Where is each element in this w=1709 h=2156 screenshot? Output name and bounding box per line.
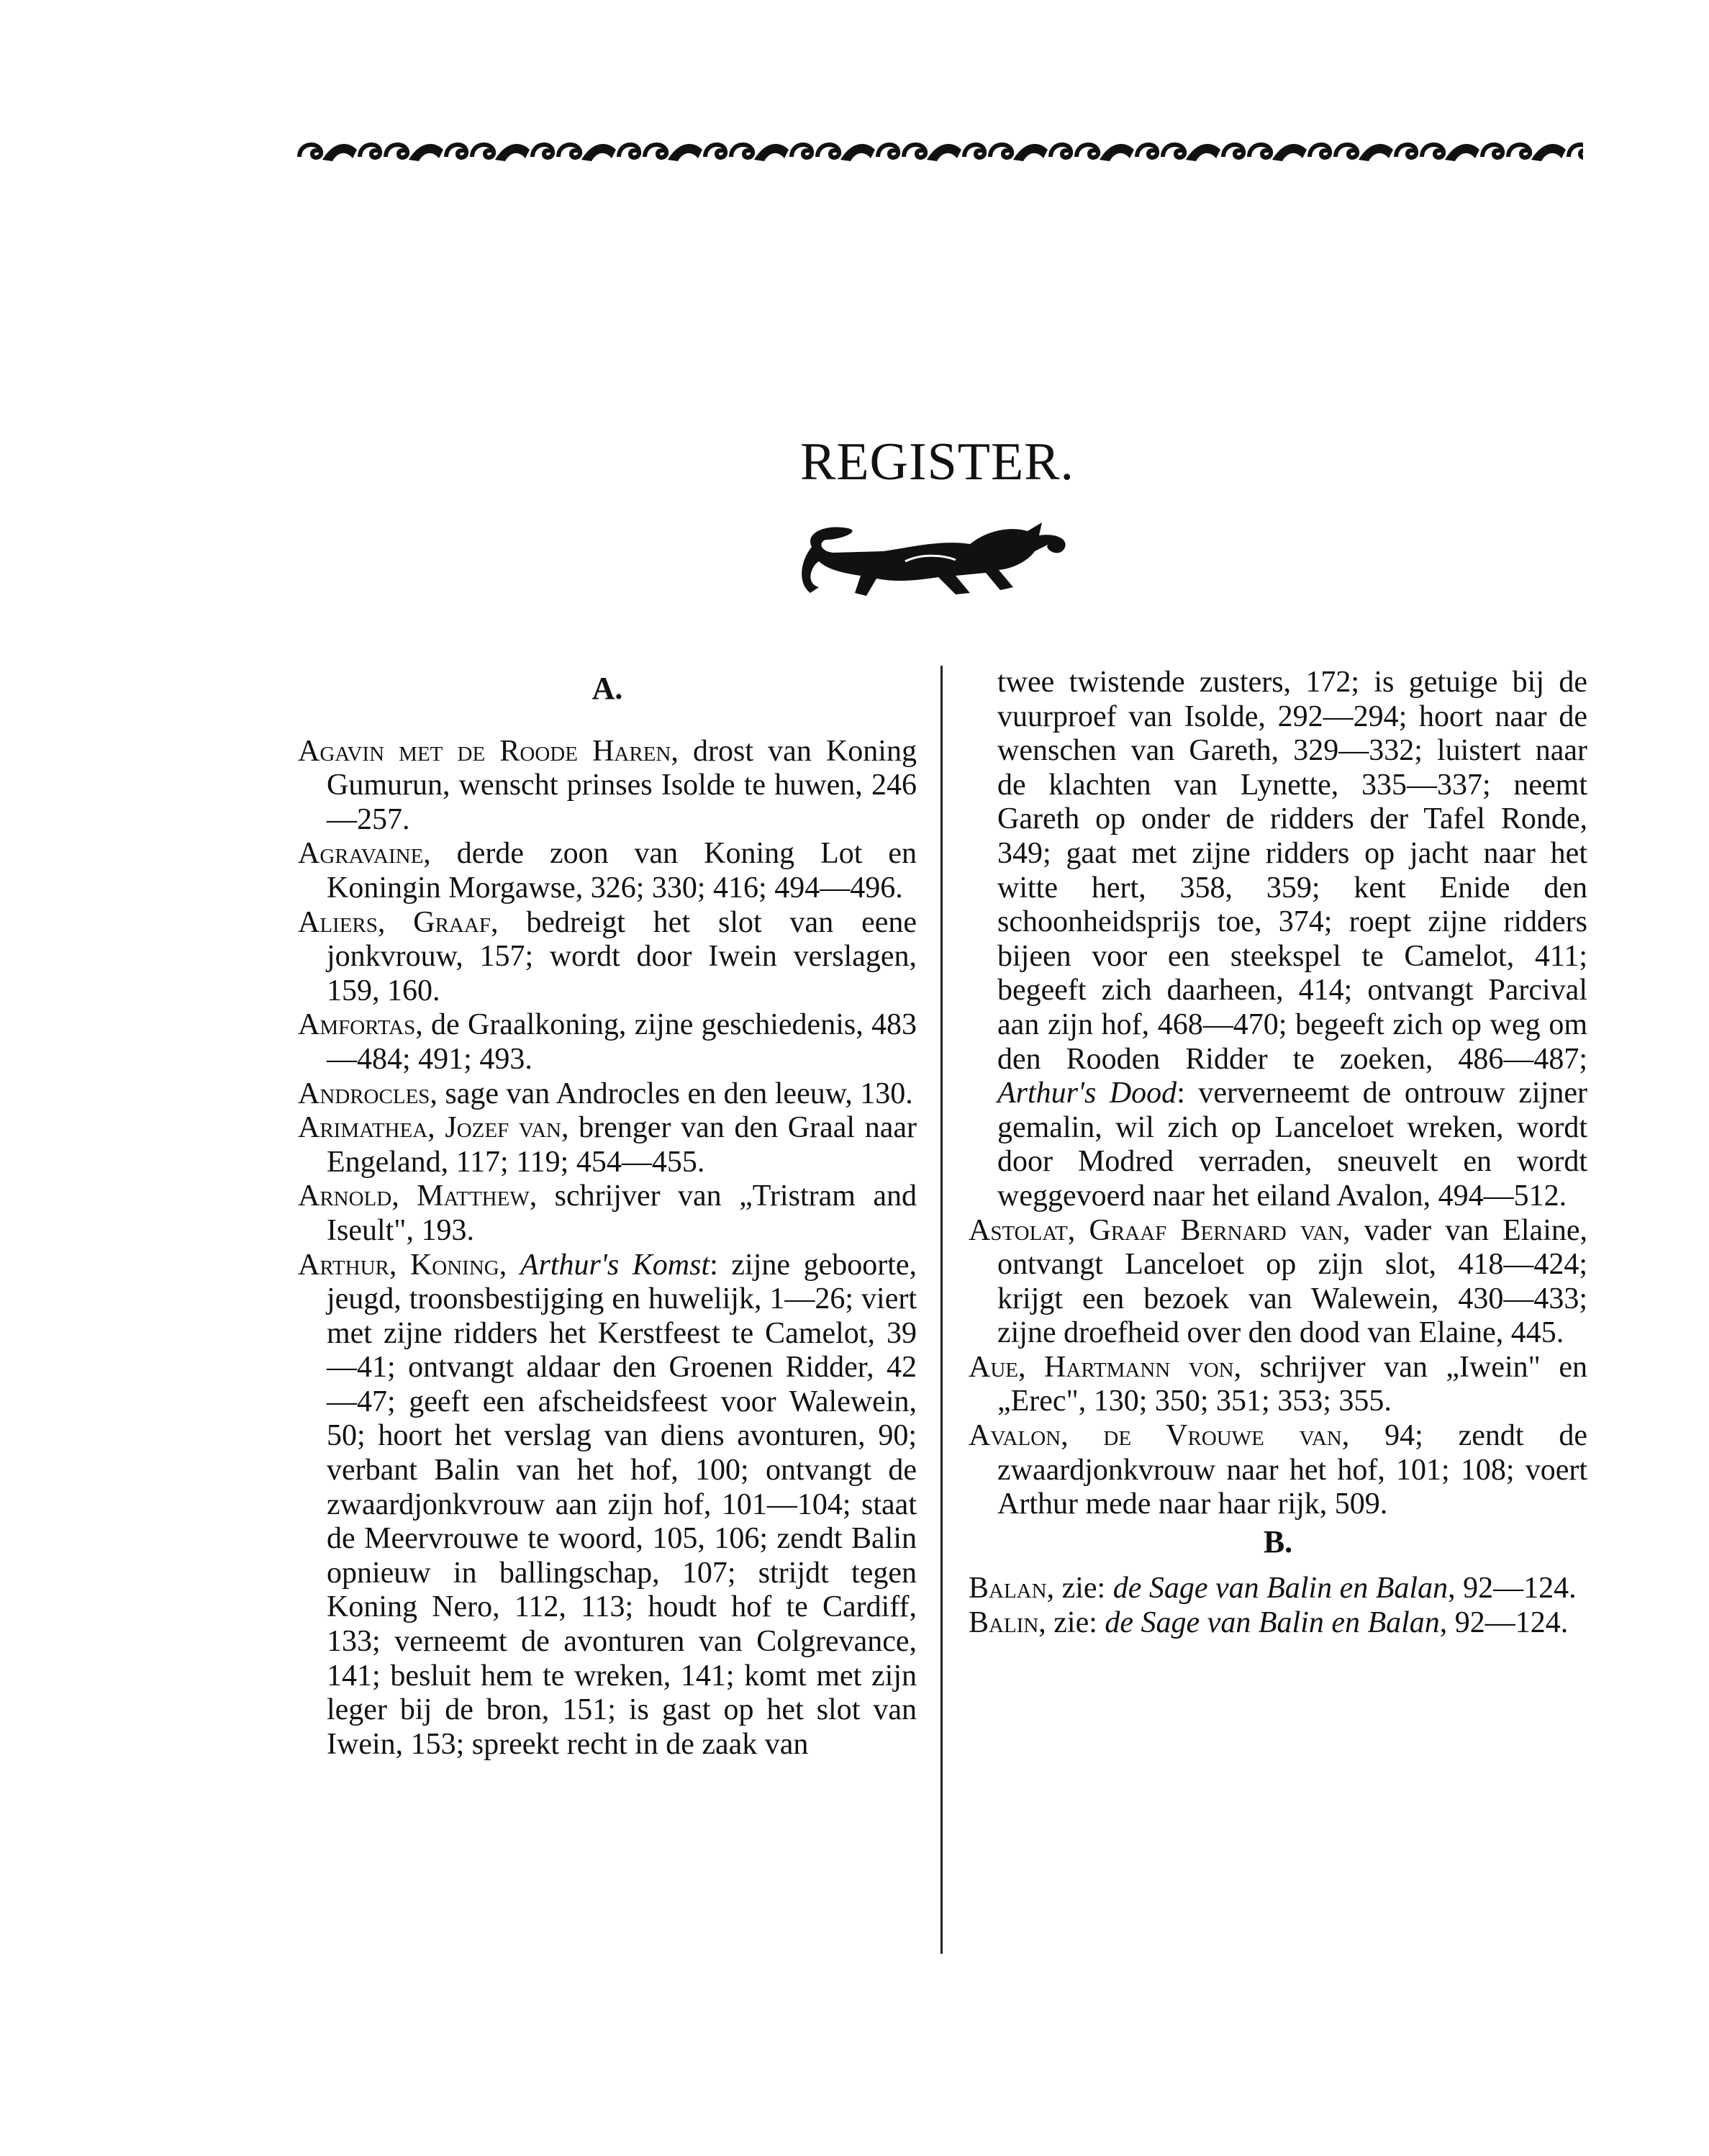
entry-name: Arimathea, Jozef van <box>298 1111 561 1145</box>
index-entry <box>298 906 917 1009</box>
index-entry <box>298 735 917 838</box>
entry-title-italic: de Sage van Balin en Balan <box>1105 1606 1440 1640</box>
entry-text: twee twistende zusters, 172; is getuige bij de vuurproef van Isolde, 292—294; hoort naar de wenschen van Gareth, 329—332; luistert naar de klachten van Lynette, 335—337; neemt Gareth op onder de ridders der Tafel Ronde, 349; gaat met zijne ridders op jacht naar het witte hert, 358, 359; kent Enide den schoonheidsprijs toe, 374; roept zijne ridders bijeen voor een steekspel te Camelot, 411; begeeft zich daarheen, 414; ontvangt Parcival aan zijn hof, 468—470; begeeft zich op weg om den Rooden Ridder te zoeken, 486—487; <box>997 666 1587 1076</box>
page-title: REGISTER. <box>799 432 1075 492</box>
entry-text: , 92—124. <box>1448 1572 1577 1605</box>
entry-text: , brenger van den Graal naar Engeland, 117; 119; 454—455. <box>327 1111 917 1179</box>
entry-text: : zijne geboorte, jeugd, troonsbestijging en huwelijk, 1—26; viert met zijne ridders het Kerstfeest te Camelot, 39—41; ontvangt aldaar den Groenen Ridder, 42—47; geeft een afscheidsfeest voor Walewein, 50; hoort het verslag van diens avonturen, 90; verbant Balin van het hof, 100; ontvangt de zwaardjonkvrouw aan zijn hof, 101—104; staat de Meervrouwe te woord, 105, 106; zendt Balin opnieuw in ballingschap, 107; strijdt tegen Koning Nero, 112, 113; houdt hof te Cardiff, 133; verneemt de avonturen van Colgrevance, 141; besluit hem te wreken, 141; komt met zijn leger bij de bron, 151; is gast op het slot van Iwein, 153; spreekt recht in de zaak van <box>327 1248 917 1761</box>
index-entry <box>298 1077 917 1112</box>
index-entry <box>969 1606 1587 1641</box>
entry-name: Agravaine <box>298 837 424 871</box>
entry-name: Aliers, Graaf <box>298 905 491 939</box>
entry-text: , drost van Koning Gumurun, wenscht prinses Isolde te huwen, 246—257. <box>327 734 917 836</box>
column-divider <box>940 666 943 1954</box>
index-entry <box>969 1214 1587 1351</box>
entry-name: Aue, Hartmann von <box>969 1350 1234 1384</box>
index-entry <box>298 1111 917 1179</box>
index-entry <box>969 1572 1587 1606</box>
ornamental-border <box>296 135 1583 167</box>
entry-text: , <box>499 1248 520 1282</box>
dragon-ornament-icon <box>797 518 1078 603</box>
entry-continuation <box>969 666 1587 1214</box>
entry-name: Amfortas <box>298 1008 416 1042</box>
entry-name: Astolat, Graaf Bernard van <box>969 1213 1343 1247</box>
entry-text: , vader van Elaine, ontvangt Lanceloet op zijn slot, 418—424; krijgt een bezoek van Walewein, 430—433; zijne droefheid over den dood van Elaine, 445. <box>997 1213 1587 1350</box>
index-entry <box>298 837 917 905</box>
index-entry <box>298 1008 917 1077</box>
entry-name: Arthur, Koning <box>298 1248 499 1282</box>
right-column <box>969 666 1587 1641</box>
entry-name: Agavin met de Roode Haren <box>298 734 671 768</box>
index-entry <box>969 1419 1587 1522</box>
entry-text: , 94; zendt de zwaardjonkvrouw naar het hof, 101; 108; voert Arthur mede naar haar rijk, 509. <box>997 1419 1588 1521</box>
entry-title-italic: de Sage van Balin en Balan <box>1112 1572 1449 1605</box>
entry-text: , zie: <box>1038 1606 1105 1640</box>
entry-text: , bedreigt het slot van eene jonkvrouw, 157; wordt door Iwein verslagen, 159, 160. <box>327 905 917 1007</box>
entry-name: Arnold, Matthew <box>298 1179 530 1213</box>
entry-text: , de Graalkoning, zijne geschiedenis, 483—484; 491; 493. <box>327 1008 917 1076</box>
index-entry <box>298 1179 917 1248</box>
entry-list <box>298 735 917 1762</box>
entry-title-italic: Arthur's Dood <box>997 1077 1177 1110</box>
index-entry <box>298 1249 917 1762</box>
entry-name: Balan <box>969 1572 1047 1605</box>
entry-text: : ververneemt de ontrouw zijner gemalin, wil zich op Lanceloet wreken, wordt door Modred verraden, sneuvelt en wordt weggevoerd naar het eiland Avalon, 494—512. <box>997 1077 1588 1213</box>
entry-name: Balin <box>969 1606 1039 1640</box>
entry-text: , zie: <box>1046 1572 1113 1605</box>
entry-title-italic: Arthur's Komst <box>520 1248 710 1282</box>
entry-text: , schrijver van „Tristram and Iseult", 193. <box>327 1179 917 1247</box>
left-column <box>298 666 917 1762</box>
entry-text: , derde zoon van Koning Lot en Koningin Morgawse, 326; 330; 416; 494—496. <box>327 837 917 905</box>
entry-name: Androcles <box>298 1077 430 1110</box>
entry-list <box>969 1214 1587 1522</box>
section-heading-b: B. <box>1263 1523 1293 1559</box>
entry-list <box>969 1572 1587 1640</box>
entry-name: Avalon, de Vrouwe van <box>969 1419 1342 1453</box>
entry-text: , sage van Androcles en den leeuw, 130. <box>430 1077 913 1110</box>
entry-text: , schrijver van „Iwein" en „Erec", 130; 350; 351; 353; 355. <box>997 1350 1587 1418</box>
entry-text: , 92—124. <box>1439 1606 1569 1640</box>
index-entry <box>969 1351 1587 1419</box>
section-heading-a: A. <box>591 671 623 706</box>
